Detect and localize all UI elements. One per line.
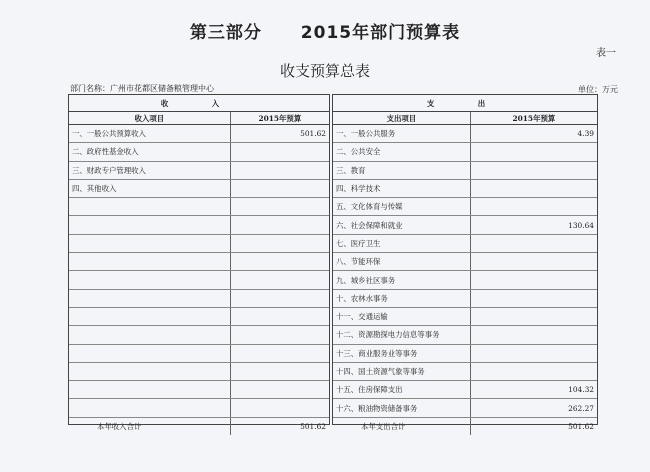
expense-value: 4.39 xyxy=(470,125,597,143)
page-heading xyxy=(0,18,650,43)
expense-table xyxy=(333,95,597,435)
page-title: 2015年部门预算表 xyxy=(300,23,461,43)
income-item xyxy=(69,307,230,325)
income-row xyxy=(69,125,329,143)
expense-value xyxy=(470,344,597,362)
expense-row xyxy=(333,344,597,362)
income-total-row xyxy=(69,417,329,435)
part-label: 第三部分 xyxy=(189,23,262,43)
income-row xyxy=(69,143,329,161)
expense-value xyxy=(470,289,597,307)
unit-label: 单位：万元 xyxy=(578,85,618,94)
expense-row xyxy=(333,362,597,380)
expense-item: 十四、国土资源气象等事务 xyxy=(333,362,470,380)
expense-row xyxy=(333,307,597,325)
expense-row xyxy=(333,234,597,252)
expense-row xyxy=(333,326,597,344)
income-row xyxy=(69,289,329,307)
expense-value xyxy=(470,143,597,161)
income-item xyxy=(69,362,230,380)
income-total-value: 501.62 xyxy=(300,421,326,431)
income-item: 一、一般公共预算收入 xyxy=(69,125,230,143)
expense-item: 十二、资源勘探电力信息等事务 xyxy=(333,326,470,344)
income-row xyxy=(69,161,329,179)
expense-row xyxy=(333,125,597,143)
income-value xyxy=(230,179,329,197)
income-item xyxy=(69,381,230,399)
expense-value: 262.27 xyxy=(470,399,597,417)
expense-panel xyxy=(332,94,598,431)
income-value xyxy=(230,326,329,344)
income-item xyxy=(69,216,230,234)
income-row xyxy=(69,198,329,216)
expense-row xyxy=(333,216,597,234)
income-value xyxy=(230,161,329,179)
expense-item: 二、公共安全 xyxy=(333,143,470,161)
income-value xyxy=(230,399,329,417)
expense-total-label: 本年支出合计 xyxy=(333,417,470,435)
expense-row xyxy=(333,253,597,271)
expense-total-value: 501.62 xyxy=(568,421,594,431)
income-item: 二、政府性基金收入 xyxy=(69,143,230,161)
expense-group-header: 支 出 xyxy=(333,95,597,112)
income-row xyxy=(69,344,329,362)
income-value xyxy=(230,381,329,399)
expense-value: 104.32 xyxy=(470,381,597,399)
income-item xyxy=(69,271,230,289)
income-row xyxy=(69,234,329,252)
expense-row xyxy=(333,381,597,399)
income-item xyxy=(69,253,230,271)
expense-item: 十六、粮油物资储备事务 xyxy=(333,399,470,417)
income-col-budget: 2015年预算 xyxy=(230,112,329,125)
income-value xyxy=(230,307,329,325)
expense-col-item: 支出项目 xyxy=(333,112,470,125)
income-value xyxy=(230,143,329,161)
expense-item: 三、教育 xyxy=(333,161,470,179)
expense-value xyxy=(470,253,597,271)
income-group-header: 收 入 xyxy=(69,95,329,112)
expense-value xyxy=(470,271,597,289)
expense-item: 四、科学技术 xyxy=(333,179,470,197)
income-item xyxy=(69,198,230,216)
table-subtitle: 收支预算总表 xyxy=(279,62,370,80)
expense-item: 十、农林水事务 xyxy=(333,289,470,307)
expense-item: 七、医疗卫生 xyxy=(333,234,470,252)
income-item xyxy=(69,344,230,362)
income-value: 501.62 xyxy=(230,125,329,143)
expense-value xyxy=(470,326,597,344)
income-row xyxy=(69,399,329,417)
income-value xyxy=(230,198,329,216)
income-item: 四、其他收入 xyxy=(69,179,230,197)
expense-value xyxy=(470,307,597,325)
expense-item: 九、城乡社区事务 xyxy=(333,271,470,289)
expense-value: 130.64 xyxy=(470,216,597,234)
income-value xyxy=(230,362,329,380)
table-number: 表一 xyxy=(596,48,616,59)
expense-col-budget: 2015年预算 xyxy=(470,112,597,125)
income-row xyxy=(69,216,329,234)
income-value xyxy=(230,271,329,289)
expense-value xyxy=(470,161,597,179)
income-col-item: 收入项目 xyxy=(69,112,230,125)
expense-row xyxy=(333,289,597,307)
income-row xyxy=(69,362,329,380)
expense-item: 十三、商业服务业等事务 xyxy=(333,344,470,362)
expense-value xyxy=(470,362,597,380)
income-item: 三、财政专户管理收入 xyxy=(69,161,230,179)
expense-row xyxy=(333,161,597,179)
expense-row xyxy=(333,399,597,417)
expense-row xyxy=(333,271,597,289)
expense-value xyxy=(470,198,597,216)
expense-row xyxy=(333,198,597,216)
income-value xyxy=(230,289,329,307)
income-item xyxy=(69,399,230,417)
income-row xyxy=(69,307,329,325)
income-value xyxy=(230,344,329,362)
income-item xyxy=(69,234,230,252)
expense-value xyxy=(470,179,597,197)
expense-row xyxy=(333,143,597,161)
expense-value xyxy=(470,234,597,252)
expense-total-row xyxy=(333,417,597,435)
income-value xyxy=(230,216,329,234)
department-name: 部门名称：广州市花都区储备粮管理中心 xyxy=(70,84,214,93)
income-row xyxy=(69,326,329,344)
income-total-label: 本年收入合计 xyxy=(69,417,230,435)
income-row xyxy=(69,179,329,197)
income-item xyxy=(69,289,230,307)
income-panel xyxy=(68,94,330,431)
income-table xyxy=(69,95,329,435)
expense-item: 八、节能环保 xyxy=(333,253,470,271)
expense-item: 六、社会保障和就业 xyxy=(333,216,470,234)
income-row xyxy=(69,253,329,271)
expense-item: 一、一般公共服务 xyxy=(333,125,470,143)
expense-item: 五、文化体育与传媒 xyxy=(333,198,470,216)
income-item xyxy=(69,326,230,344)
income-row xyxy=(69,381,329,399)
income-row xyxy=(69,271,329,289)
income-value xyxy=(230,253,329,271)
expense-item: 十一、交通运输 xyxy=(333,307,470,325)
expense-row xyxy=(333,179,597,197)
income-value xyxy=(230,234,329,252)
expense-item: 十五、住房保障支出 xyxy=(333,381,470,399)
